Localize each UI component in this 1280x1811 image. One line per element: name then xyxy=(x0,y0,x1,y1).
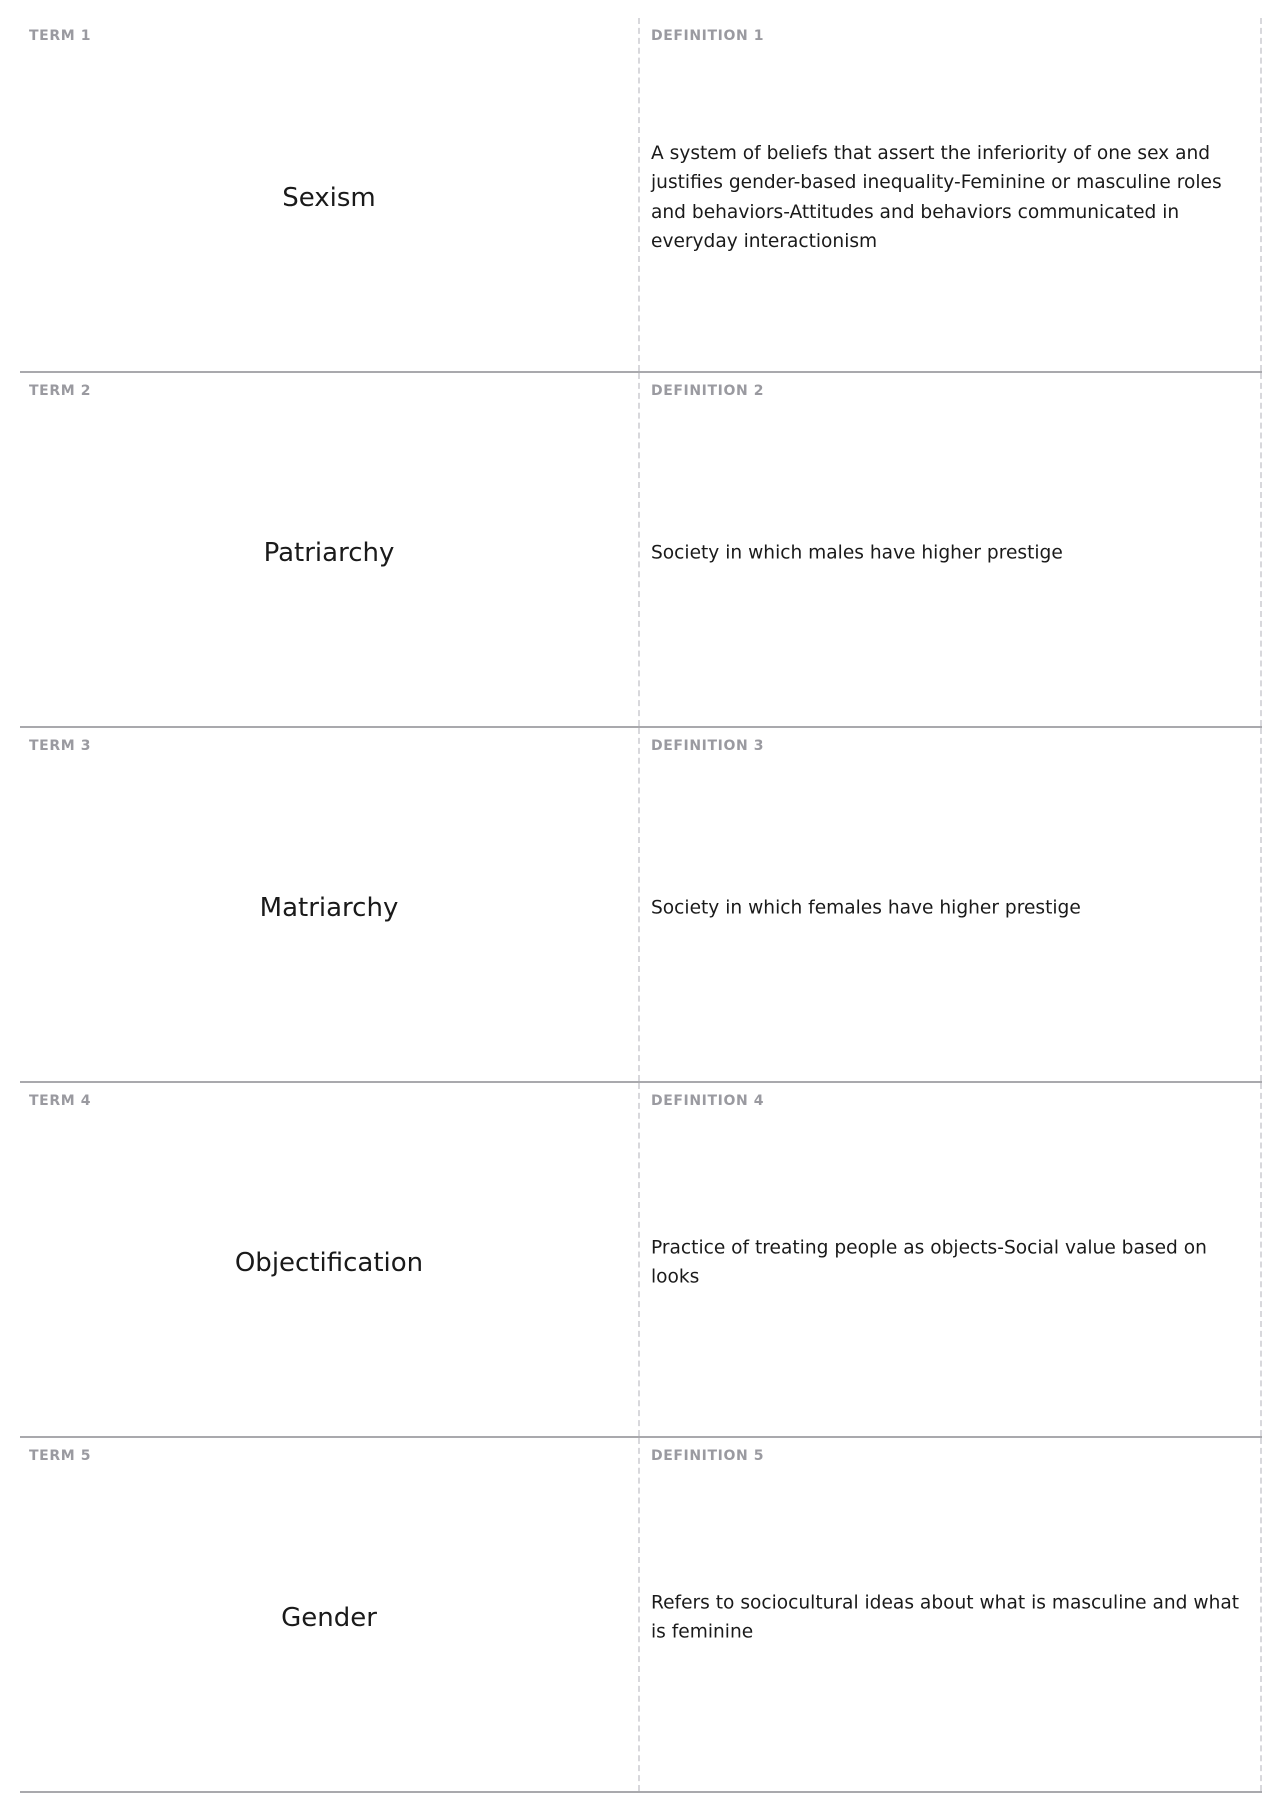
definition-cell xyxy=(640,1083,1262,1436)
term-text: Objectification xyxy=(234,1247,424,1278)
term-label: TERM 4 xyxy=(29,1093,92,1109)
term-text: Gender xyxy=(281,1602,377,1633)
definition-text: Society in which males have higher prestige xyxy=(651,541,1063,563)
definition-cell xyxy=(640,1438,1262,1791)
term-label: TERM 5 xyxy=(29,1448,92,1464)
term-label: TERM 3 xyxy=(29,738,92,754)
definition-text: Practice of treating people as objects-Social value based on looks xyxy=(651,1237,1207,1288)
term-text: Sexism xyxy=(282,182,376,213)
definition-text: Refers to sociocultural ideas about what is masculine and what is feminine xyxy=(651,1592,1240,1643)
term-cell xyxy=(20,728,640,1081)
flashcard-sheet xyxy=(20,18,1262,1793)
definition-label: DEFINITION 1 xyxy=(651,28,765,44)
flashcard-row xyxy=(20,373,1262,728)
definition-label: DEFINITION 4 xyxy=(651,1093,765,1109)
definition-cell xyxy=(640,373,1262,726)
flashcard-row xyxy=(20,1083,1262,1438)
flashcard-row xyxy=(20,18,1262,373)
term-cell xyxy=(20,1083,640,1436)
definition-cell xyxy=(640,18,1262,371)
flashcard-row xyxy=(20,1438,1262,1793)
term-cell xyxy=(20,18,640,371)
flashcard-row xyxy=(20,728,1262,1083)
definition-label: DEFINITION 3 xyxy=(651,738,765,754)
definition-text: Society in which females have higher prestige xyxy=(651,896,1081,918)
term-label: TERM 1 xyxy=(29,28,92,44)
term-text: Patriarchy xyxy=(263,537,395,568)
term-cell xyxy=(20,1438,640,1791)
definition-text: A system of beliefs that assert the inferiority of one sex and justifies gender-based inequality-Feminine or masculine roles and behaviors-Attitudes and behaviors communicated in everyday interactionism xyxy=(651,142,1222,252)
term-text: Matriarchy xyxy=(259,892,399,923)
term-cell xyxy=(20,373,640,726)
definition-label: DEFINITION 5 xyxy=(651,1448,765,1464)
definition-cell xyxy=(640,728,1262,1081)
term-label: TERM 2 xyxy=(29,383,92,399)
definition-label: DEFINITION 2 xyxy=(651,383,765,399)
